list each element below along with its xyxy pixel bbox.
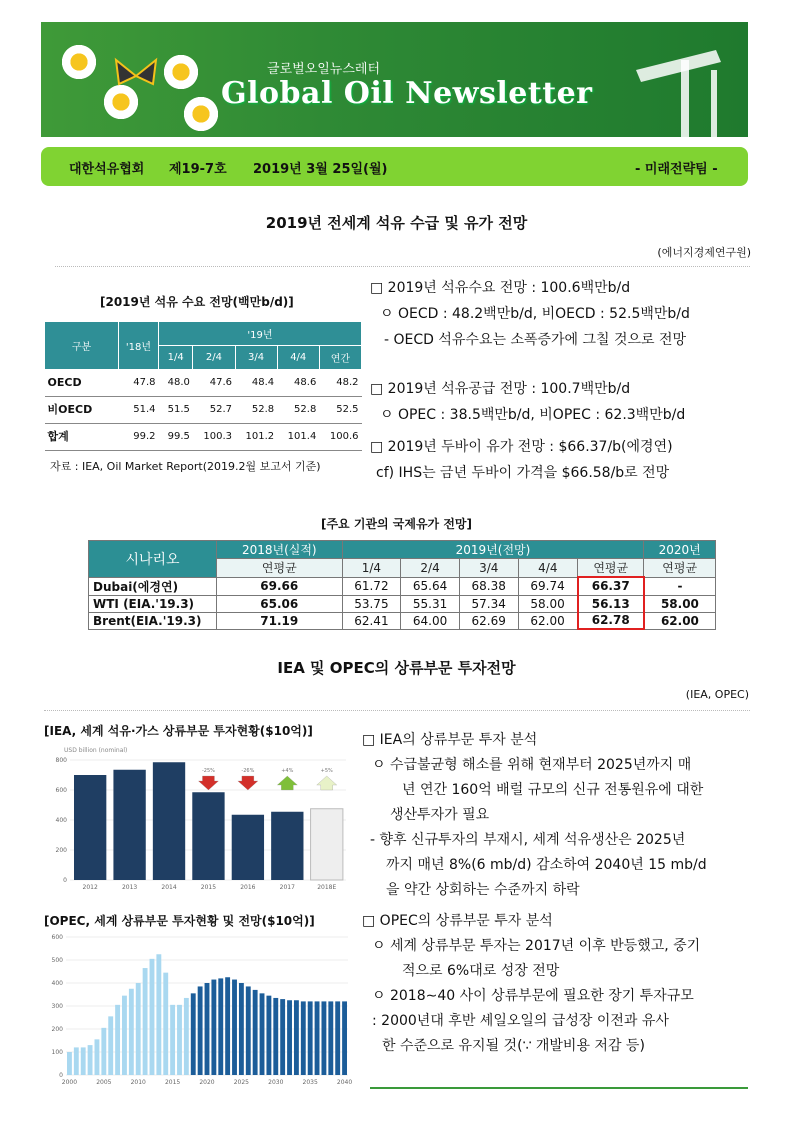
x-tick-label: 2013 (121, 884, 138, 891)
banner-title: Global Oil Newsletter (221, 76, 593, 111)
bar (163, 973, 168, 1075)
bar (315, 1001, 320, 1075)
x-tick-label: 2030 (268, 1079, 284, 1086)
bar (143, 968, 148, 1075)
bar (177, 1005, 182, 1075)
bar (294, 1000, 299, 1075)
opec-chart-caption: [OPEC, 세계 상류부문 투자현황 및 전망($10억)] (44, 914, 315, 928)
bar (95, 1039, 100, 1075)
y-tick-label: 200 (55, 847, 67, 854)
bar (88, 1045, 93, 1075)
bar (115, 1005, 120, 1075)
bar (311, 809, 343, 880)
bar (81, 1047, 86, 1075)
opec-investment-chart (44, 932, 352, 1092)
bar (184, 998, 189, 1075)
bar (232, 815, 264, 880)
section1-title: 2019년 전세계 석유 수급 및 유가 전망 (265, 214, 528, 232)
y-tick-label: 400 (51, 980, 63, 987)
x-tick-label: 2040 (336, 1079, 352, 1086)
y-tick-label: 300 (51, 1003, 63, 1010)
divider (44, 710, 750, 711)
butterfly-icon (111, 56, 161, 96)
demand-table-caption: [2019년 석유 수요 전망(백만b/d)] (100, 295, 294, 309)
section2-title: IEA 및 OPEC의 상류부문 투자전망 (277, 659, 516, 677)
x-tick-label: 2014 (161, 884, 177, 891)
iea-chart-caption: [IEA, 세계 석유·가스 상류부문 투자현황($10억)] (44, 724, 313, 738)
annotation-label: -25% (201, 768, 215, 774)
table-row: WTI (EIA.'19.3) 65.06 53.75 55.31 57.34 58.00 56.13 58.00 (89, 595, 716, 612)
y-tick-label: 0 (59, 1072, 63, 1079)
bar (136, 983, 141, 1075)
table-row: Dubai(에경연) 69.66 61.72 65.64 68.38 69.74 66.37 - (89, 577, 716, 595)
bar (192, 792, 224, 880)
y-tick-label: 600 (51, 934, 63, 941)
daisy-icon (161, 52, 201, 92)
y-tick-label: 200 (51, 1026, 63, 1033)
banner-subtitle: 글로벌오일뉴스레터 (267, 62, 381, 77)
bar (239, 983, 244, 1075)
newsletter-banner (41, 22, 748, 137)
table-row: OECD 47.8 48.0 47.6 48.4 48.6 48.2 (45, 370, 362, 397)
bar (342, 1001, 347, 1075)
bar (321, 1001, 326, 1075)
bar (198, 986, 203, 1075)
bar (287, 1000, 292, 1075)
demand-bullets: □ 2019년 석유수요 전망 : 100.6백만b/d ㅇ OECD : 48.2백만b/d, 비OECD : 52.5백만b/d - OECD 석유수요는 소폭증가에 그칠 것으로 전망 □ 2019년 석유공급 전망 : 100.7백만b/d ㅇ OPEC : 38.5백만b/d, 비OPEC : 62.3백만b/d □ 2019년 두바이 유가 전망 : $66.37/b(에경연) cf) IHS는 금년 두바이 가격을 $66.58/b로 전망 (370, 280, 690, 481)
up-arrow-icon (277, 776, 297, 790)
y-tick-label: 400 (55, 817, 67, 824)
oil-pump-icon (626, 40, 746, 137)
bar (335, 1001, 340, 1075)
up-arrow-icon (317, 776, 337, 790)
table-row: Brent(EIA.'19.3) 71.19 62.41 64.00 62.69 62.00 62.78 62.00 (89, 612, 716, 629)
down-arrow-icon (238, 776, 258, 790)
x-tick-label: 2035 (302, 1079, 318, 1086)
bar (205, 983, 210, 1075)
bar (232, 980, 237, 1075)
annotation-label: -26% (241, 768, 255, 774)
x-tick-label: 2015 (200, 884, 217, 891)
bar (253, 990, 258, 1075)
col-header: '18년 (119, 322, 159, 370)
bar (67, 1052, 72, 1075)
x-tick-label: 2017 (279, 884, 295, 891)
investment-bullets: □ IEA의 상류부문 투자 분석 ㅇ 수급불균형 해소를 위해 현재부터 2025년까지 매 년 연간 160억 배럴 규모의 신규 전통원유에 대한 생산투자가 필요 - 향후 신규투자의 부재시, 세계 석유생산은 2025년 까지 매년 8%(6 mb/d) 감소하여 2040년 15 mb/d 을 약간 상회하는 수준까지 하락 □ OPEC의 상류부문 투자 분석 ㅇ 세계 상류부문 투자는 2017년 이후 반등했고, 중기 적으로 6%대로 성장 전망 ㅇ 2018∼40 사이 상류부문에 필요한 장기 투자규모 : 2000년대 후반 셰일오일의 급성장 이전과 유사 한 수준으로 유지될 것(∵ 개발비용 저감 등) (362, 732, 707, 1054)
bar (170, 1005, 175, 1075)
bar (328, 1001, 333, 1075)
col-header: 구분 (45, 322, 119, 370)
bar (101, 1028, 106, 1075)
x-tick-label: 2020 (199, 1079, 215, 1086)
bar (211, 980, 216, 1075)
col-header: 3/4 (235, 346, 277, 370)
issue-dept: - 미래전략팀 - (635, 162, 718, 177)
bar (308, 1001, 313, 1075)
bar (113, 770, 145, 880)
issue-number: 제19-7호 (169, 162, 227, 177)
bar (273, 998, 278, 1075)
x-tick-label: 2000 (61, 1079, 78, 1086)
iea-investment-chart (44, 742, 352, 894)
section2-source: (IEA, OPEC) (685, 688, 749, 701)
bar (153, 762, 185, 880)
col-header: 연간 (319, 346, 361, 370)
annotation-label: +5% (320, 768, 333, 774)
bar (260, 993, 265, 1075)
y-tick-label: 0 (63, 877, 67, 884)
issue-org: 대한석유협회 (69, 162, 145, 177)
table-row: 비OECD 51.4 51.5 52.7 52.8 52.8 52.5 (45, 397, 362, 424)
bar (271, 812, 303, 880)
x-tick-label: 2018E (317, 884, 337, 891)
annotation-label: +4% (281, 768, 294, 774)
y-tick-label: 800 (55, 757, 67, 764)
bar (122, 996, 127, 1075)
x-tick-label: 2016 (240, 884, 256, 891)
daisy-icon (59, 42, 99, 82)
col-header: 2/4 (193, 346, 235, 370)
x-tick-label: 2015 (164, 1079, 181, 1086)
x-tick-label: 2010 (130, 1079, 146, 1086)
y-tick-label: 500 (51, 957, 63, 964)
bar (225, 977, 230, 1075)
x-tick-label: 2005 (96, 1079, 112, 1086)
bar (191, 993, 196, 1075)
col-header: 1/4 (159, 346, 193, 370)
price-table-caption: [주요 기관의 국제유가 전망] (320, 517, 472, 531)
price-forecast-table: 시나리오 2018년(실적) 2019년(전망) 2020년 연평균 1/4 2/4 3/4 4/4 연평균 연평균 Dubai(에경연) 69.66 61.72 65.64 68.38 69.74 66.37 - WTI (EIA.'19.3) 65.06 53.75 55.31 57.34 58.00 56.13 58.00 Brent(EIA.'19.3) 71.19 62.41 64.00 62.69 62.00 62.78 62.00 (88, 540, 716, 630)
bar (156, 954, 161, 1075)
divider (55, 266, 750, 267)
issue-bar (41, 147, 748, 186)
table-row: 합계 99.2 99.5 100.3 101.2 101.4 100.6 (45, 424, 362, 451)
section1-source: (에너지경제연구원) (657, 246, 751, 259)
footer-rule (370, 1087, 748, 1089)
bar (218, 978, 223, 1075)
bar (150, 959, 155, 1075)
daisy-icon (181, 94, 221, 134)
col-header: 4/4 (277, 346, 319, 370)
bar (74, 775, 106, 880)
bar (266, 996, 271, 1075)
bar (129, 989, 134, 1075)
y-tick-label: 100 (51, 1049, 63, 1056)
bar (74, 1047, 79, 1075)
x-tick-label: 2025 (233, 1079, 250, 1086)
y-axis-label: USD billion (nominal) (64, 747, 128, 754)
col-header: '19년 (159, 322, 362, 346)
x-tick-label: 2012 (82, 884, 98, 891)
bar (246, 986, 251, 1075)
issue-date: 2019년 3월 25일(월) (253, 162, 388, 177)
demand-table-note: 자료 : IEA, Oil Market Report(2019.2월 보고서 기준) (50, 460, 321, 473)
bar (301, 1001, 306, 1075)
bar (108, 1016, 113, 1075)
y-tick-label: 600 (55, 787, 67, 794)
demand-table (44, 321, 362, 451)
down-arrow-icon (198, 776, 218, 790)
bar (280, 999, 285, 1075)
